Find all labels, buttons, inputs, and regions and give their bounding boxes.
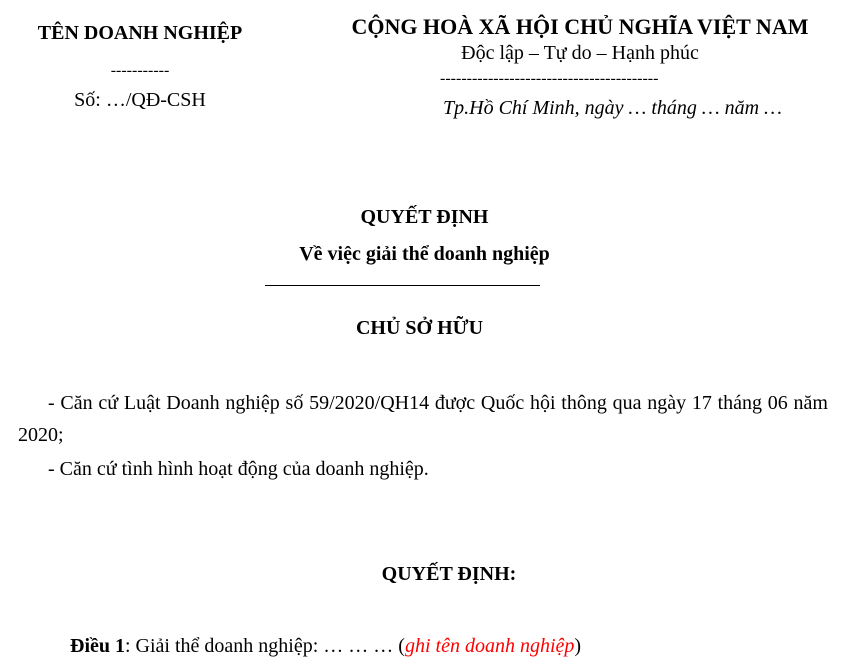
subtitle-underline [265, 285, 540, 286]
company-name: TÊN DOANH NGHIỆP [37, 22, 243, 44]
document-subtitle: Về việc giải thể doanh nghiệp [299, 243, 550, 265]
decision-heading: QUYẾT ĐỊNH: [381, 563, 517, 585]
issuer-title: CHỦ SỞ HỮU [355, 317, 484, 339]
legal-basis-paragraph: - Căn cứ Luật Doanh nghiệp số 59/2020/QH14 được Quốc hội thông qua ngày 17 tháng 06 năm 2020; [18, 392, 828, 446]
place-and-date: Tp.Hồ Chí Minh, ngày … tháng … năm … [443, 97, 782, 119]
company-name-separator: ----------- [110, 62, 170, 79]
motto-separator: ----------------------------------------- [440, 70, 659, 87]
legal-basis-paragraph: - Căn cứ tình hình hoạt động của doanh nghiệp. [48, 458, 429, 480]
decision-number: Số: …/QĐ-CSH [74, 89, 206, 111]
article-1 [70, 635, 581, 658]
company-name-placeholder: ghi tên doanh nghiệp [404, 635, 575, 657]
article-1-label: Điều 1 [70, 635, 125, 657]
document-title: QUYẾT ĐỊNH [360, 206, 489, 228]
national-motto: Độc lập – Tự do – Hạnh phúc [461, 42, 699, 64]
article-1-closing: ) [574, 635, 582, 657]
nation-title: CỘNG HOÀ XÃ HỘI CHỦ NGHĨA VIỆT NAM [351, 14, 809, 39]
article-1-text: : Giải thể doanh nghiệp: … … … ( [125, 635, 405, 657]
